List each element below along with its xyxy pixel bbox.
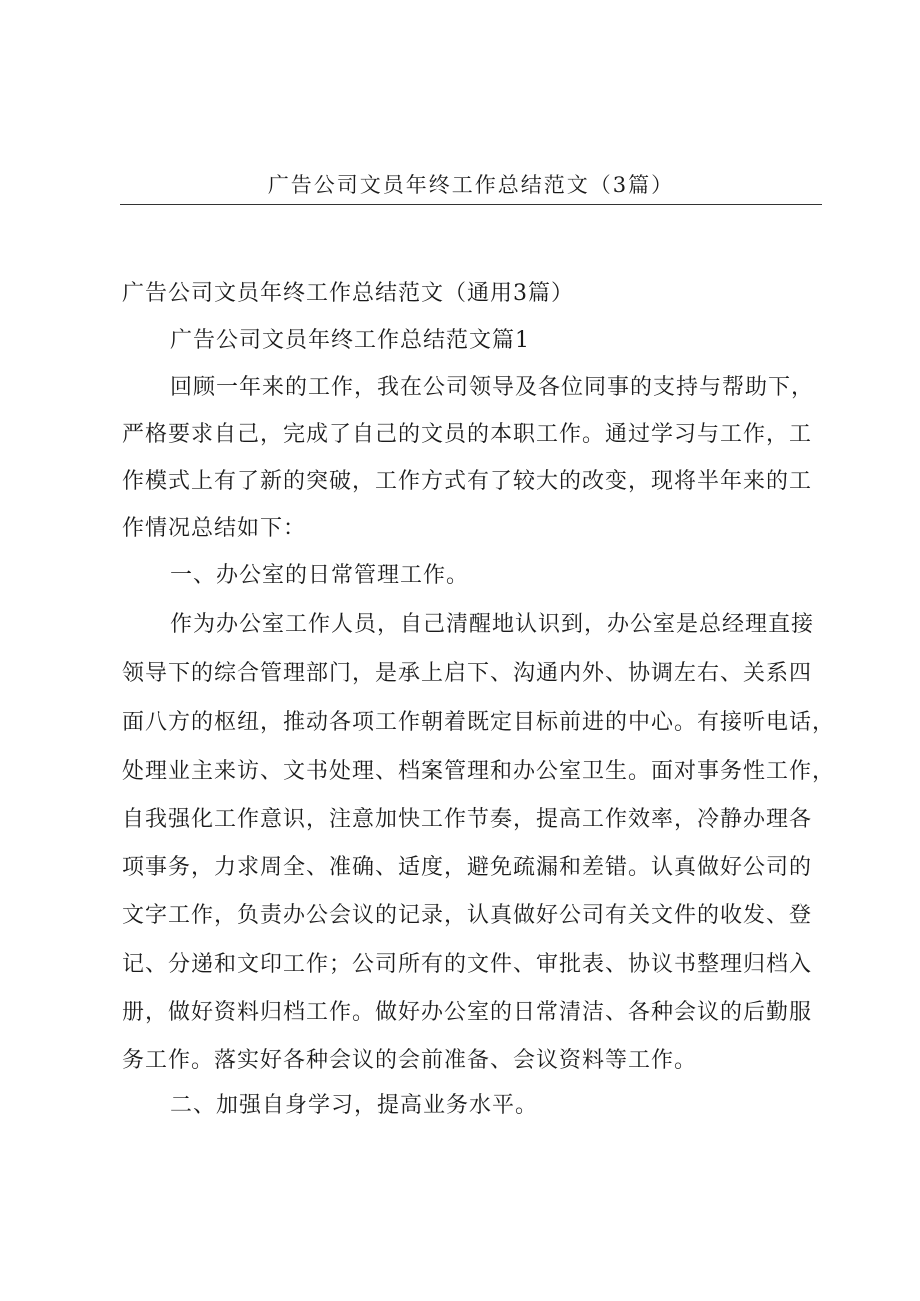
body-line: 项事务，力求周全、准确、适度，避免疏漏和差错。认真做好公司的 <box>122 855 813 880</box>
body-line: 领导下的综合管理部门，是承上启下、沟通内外、协调左右、关系四 <box>122 661 813 686</box>
body-line: 自我强化工作意识，注意加快工作节奏，提高工作效率，冷静办理各 <box>122 807 813 832</box>
title-underline <box>120 204 822 205</box>
section-heading: 二、加强自身学习，提高业务水平。 <box>170 1093 539 1118</box>
body-line: 记、分递和文印工作；公司所有的文件、审批表、协议书整理归档入 <box>122 952 813 977</box>
body-line: 册，做好资料归档工作。做好办公室的日常清洁、各种会议的后勤服 <box>122 1000 813 1025</box>
body-line: 作为办公室工作人员，自己清醒地认识到，办公室是总经理直接 <box>170 612 815 637</box>
body-line: 严格要求自己，完成了自己的文员的本职工作。通过学习与工作，工 <box>122 422 813 447</box>
body-line: 务工作。落实好各种会议的会前准备、会议资料等工作。 <box>122 1048 698 1073</box>
body-line: 回顾一年来的工作，我在公司领导及各位同事的支持与帮助下， <box>170 375 815 400</box>
document-title: 广告公司文员年终工作总结范文（3篇） <box>267 173 675 197</box>
body-line: 作情况总结如下： <box>122 516 307 541</box>
body-line: 面八方的枢纽，推动各项工作朝着既定目标前进的中心。有接听电话， <box>122 710 836 735</box>
body-line: 文字工作，负责办公会议的记录，认真做好公司有关文件的收发、登 <box>122 903 813 928</box>
section-subheading: 广告公司文员年终工作总结范文篇1 <box>170 328 530 353</box>
body-line: 作模式上有了新的突破，工作方式有了较大的改变，现将半年来的工 <box>122 469 813 494</box>
section-heading: 一、办公室的日常管理工作。 <box>170 563 470 588</box>
document-heading: 广告公司文员年终工作总结范文（通用3篇） <box>122 281 574 306</box>
body-line: 处理业主来访、文书处理、档案管理和办公室卫生。面对事务性工作， <box>122 759 836 784</box>
